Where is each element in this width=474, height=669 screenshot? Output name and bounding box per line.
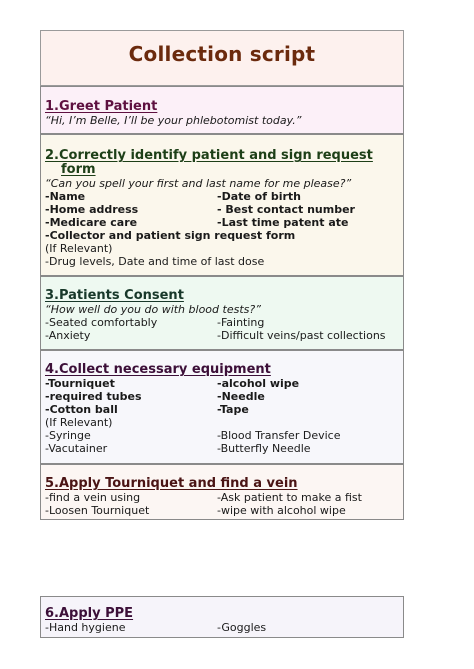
list-item: -Collector and patient sign request form — [45, 229, 296, 242]
list-item: -Ask patient to make a fist — [217, 491, 362, 504]
section-apply-ppe — [40, 596, 404, 638]
list-item: -Cotton ball — [45, 403, 118, 416]
list-item: -Drug levels, Date and time of last dose — [45, 255, 265, 268]
list-item: -Anxiety — [45, 329, 91, 342]
list-item: - Best contact number — [217, 203, 355, 216]
section-heading — [45, 363, 399, 377]
list-row — [45, 390, 399, 403]
section-title: Correctly identify patient and sign request — [58, 148, 373, 163]
list-item: -Butterfly Needle — [217, 442, 311, 455]
section-heading — [45, 477, 399, 491]
section-collect-equipment — [40, 350, 404, 464]
section-patient-consent — [40, 276, 404, 350]
list-item: -find a vein using — [45, 491, 141, 504]
list-item: -required tubes — [45, 390, 142, 403]
list-row — [45, 216, 399, 229]
section-number: 3. — [45, 288, 59, 303]
list-row — [45, 442, 399, 455]
list-row — [45, 504, 399, 517]
section-number: 4. — [45, 362, 59, 377]
list-item: -Medicare care — [45, 216, 138, 229]
list-row — [45, 316, 399, 329]
list-row — [45, 621, 399, 634]
list-item: -wipe with alcohol wipe — [217, 504, 346, 517]
list-row — [45, 429, 399, 442]
list-item: -Difficult veins/past collections — [217, 329, 386, 342]
list-item: -Tourniquet — [45, 377, 115, 390]
list-row — [45, 190, 399, 203]
section-heading — [45, 289, 399, 303]
list-row — [45, 491, 399, 504]
section-greet-patient — [40, 86, 404, 134]
list-item: -Loosen Tourniquet — [45, 504, 150, 517]
list-item: -Blood Transfer Device — [217, 429, 341, 442]
section-title: Patients Consent — [58, 288, 184, 303]
title-box — [40, 30, 404, 86]
script-quote: “How well do you do with blood tests?” — [45, 303, 261, 316]
list-item: -Last time patent ate — [217, 216, 349, 229]
list-row — [45, 377, 399, 390]
script-quote: “Hi, I’m Belle, I’ll be your phlebotomist today.” — [45, 114, 302, 127]
section-apply-tourniquet — [40, 464, 404, 520]
list-item: -Fainting — [217, 316, 265, 329]
section-title: Apply PPE — [58, 606, 134, 621]
section-heading-continued — [45, 163, 399, 177]
list-item: -Vacutainer — [45, 442, 108, 455]
section-number: 5. — [45, 476, 59, 491]
page-title: Collection script — [128, 42, 316, 66]
section-number: 2. — [45, 148, 59, 163]
list-row — [45, 203, 399, 216]
relevant-note: (If Relevant) — [45, 242, 113, 255]
section-heading — [45, 100, 399, 114]
script-quote: “Can you spell your first and last name for me please?” — [45, 177, 352, 190]
list-item: -Seated comfortably — [45, 316, 158, 329]
section-title-line2: form — [61, 162, 96, 177]
list-row — [45, 329, 399, 342]
list-item: -Date of birth — [217, 190, 301, 203]
list-item: -Syringe — [45, 429, 91, 442]
list-item: -Tape — [217, 403, 249, 416]
section-identify-patient — [40, 134, 404, 276]
list-item: -alcohol wipe — [217, 377, 300, 390]
list-item: -Hand hygiene — [45, 621, 126, 634]
section-title: Collect necessary equipment — [58, 362, 271, 377]
list-item: -Needle — [217, 390, 265, 403]
relevant-note: (If Relevant) — [45, 416, 113, 429]
list-item: -Home address — [45, 203, 139, 216]
section-title: Apply Tourniquet and find a vein — [58, 476, 298, 491]
list-item: -Name — [45, 190, 86, 203]
section-number: 6. — [45, 606, 59, 621]
section-heading — [45, 149, 399, 163]
section-title: Greet Patient — [58, 99, 158, 114]
list-item: -Goggles — [217, 621, 267, 634]
section-number: 1. — [45, 99, 59, 114]
list-row — [45, 403, 399, 416]
section-heading — [45, 607, 399, 621]
